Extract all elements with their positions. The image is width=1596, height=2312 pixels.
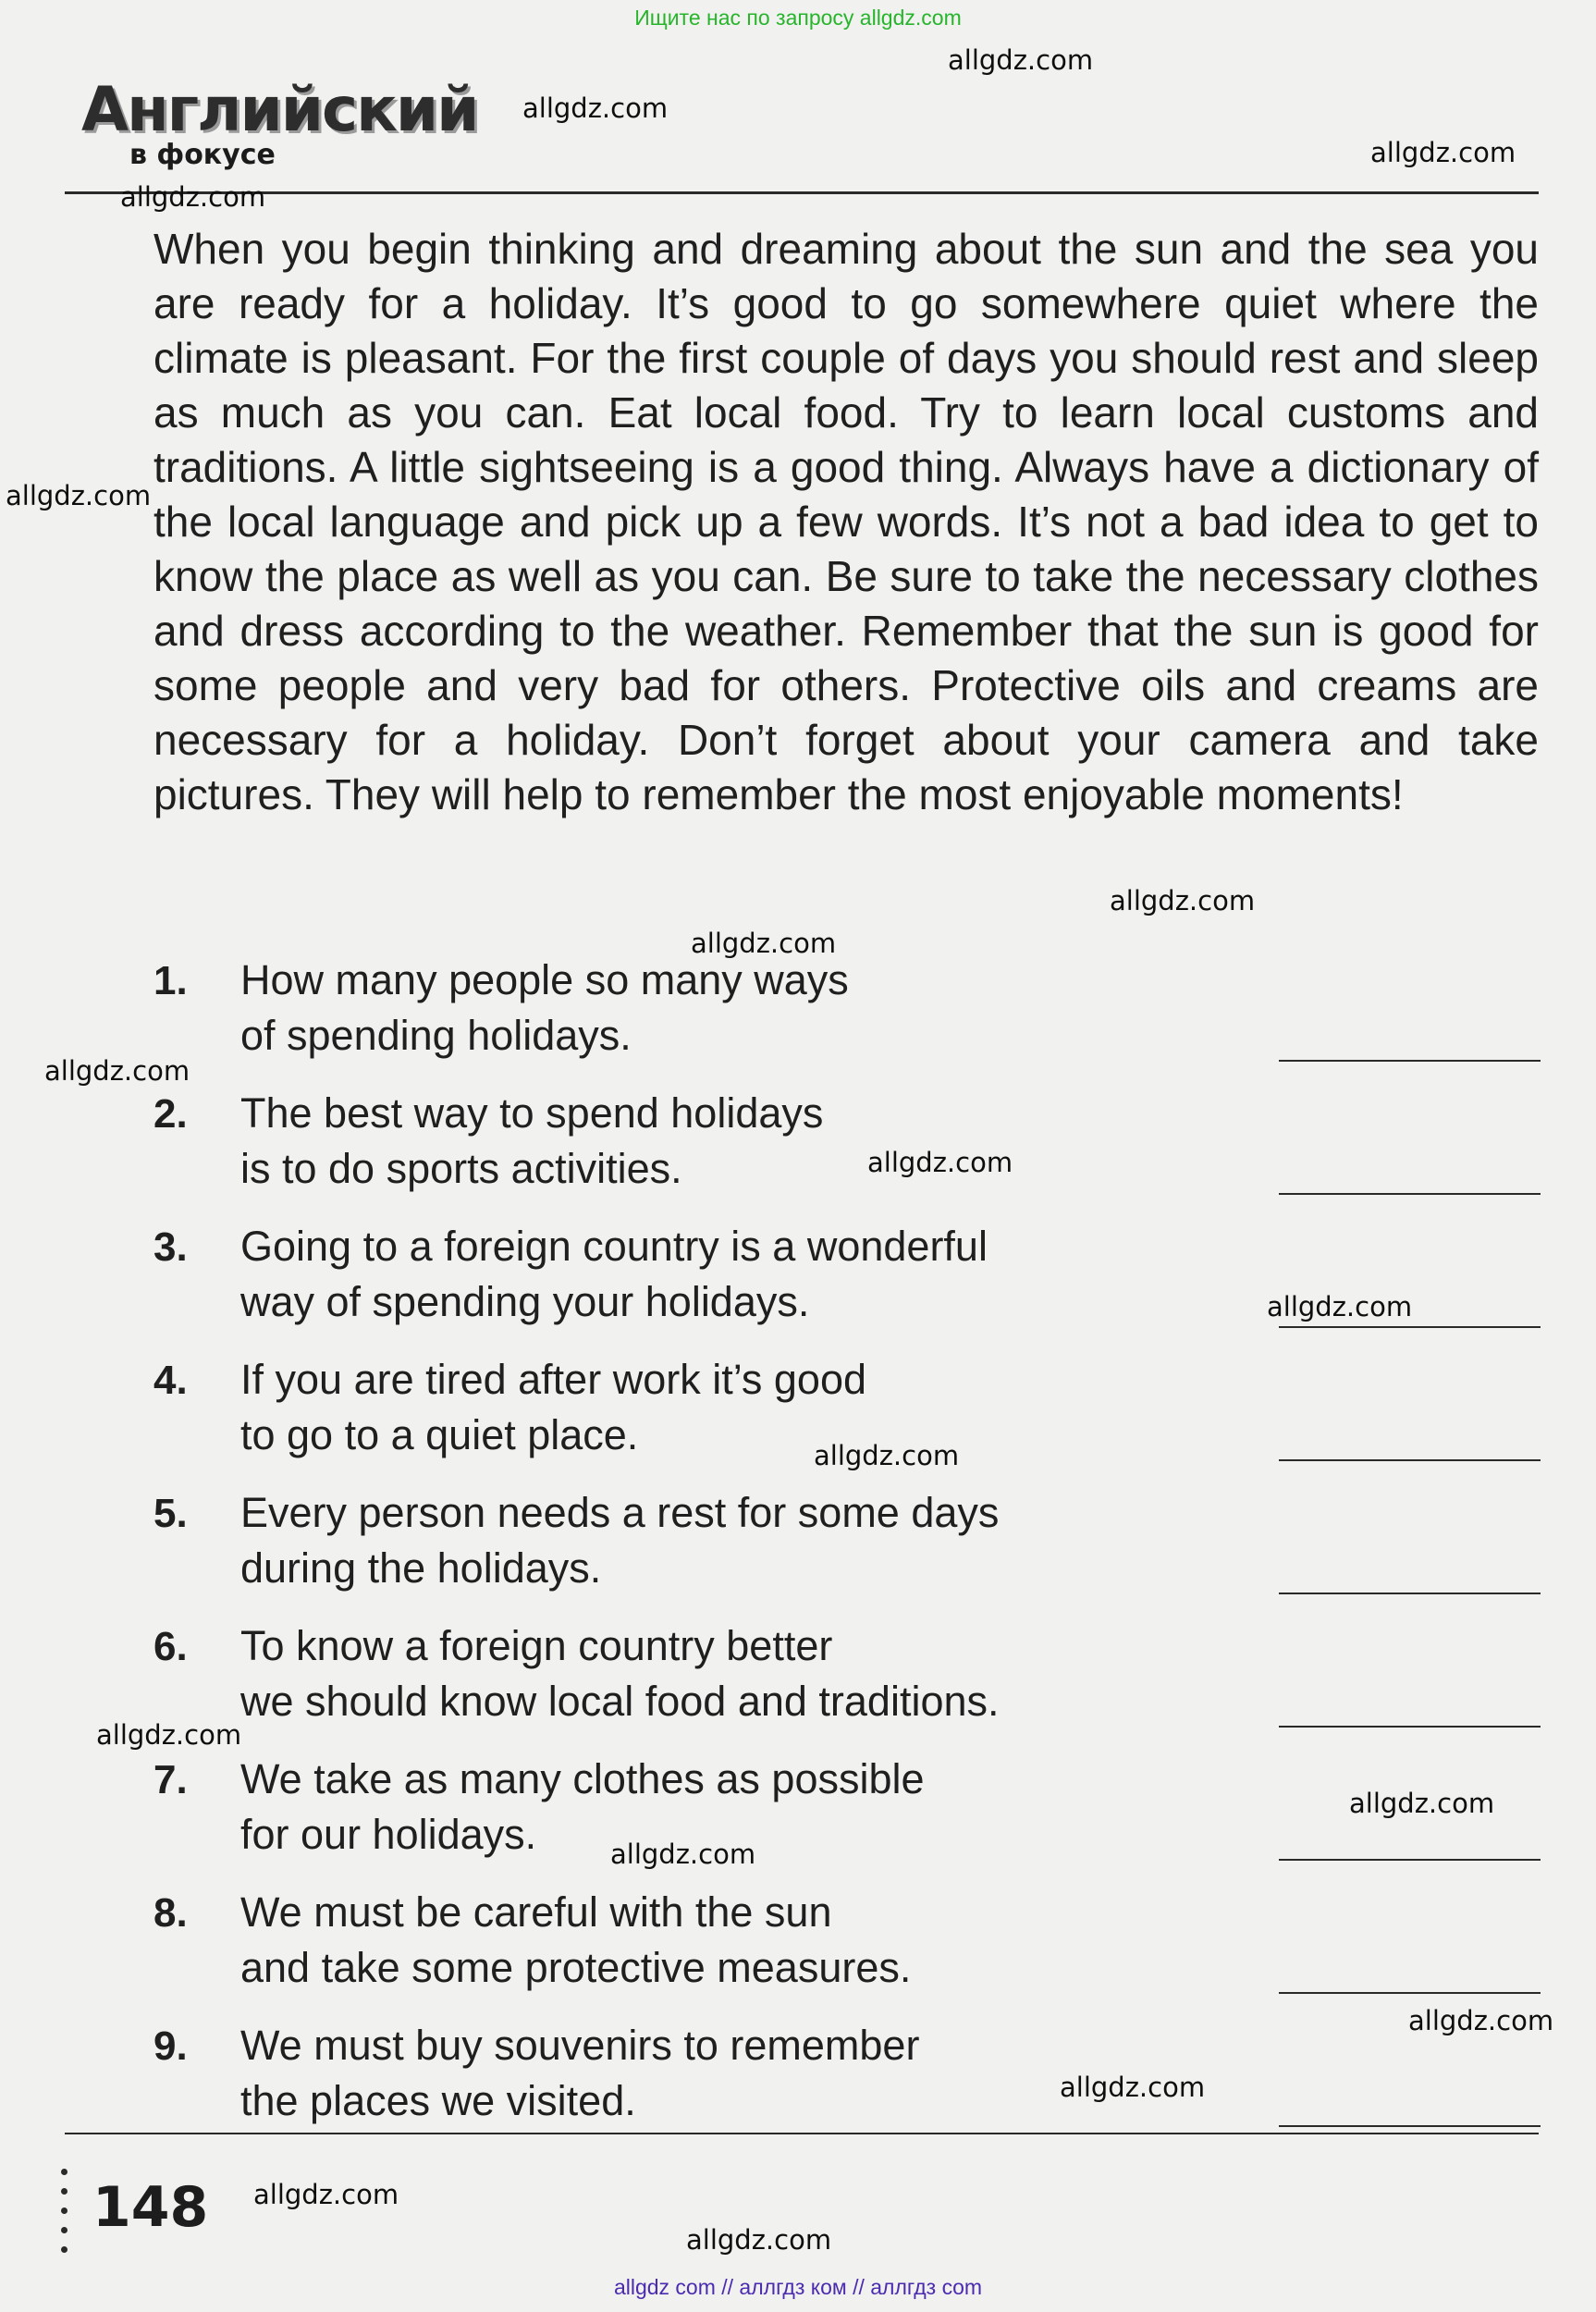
watermark: allgdz.com [120,181,266,213]
answer-line[interactable] [1279,2125,1541,2127]
answer-line[interactable] [1279,1060,1541,1062]
item-number: 2. [153,1091,188,1137]
watermark: allgdz.com [44,1055,190,1087]
item-text: We must buy souvenirs to remember the places we visited. [240,2022,920,2124]
watermark: allgdz.com [867,1147,1013,1178]
item-text: The best way to spend holidays is to do sports activities. [240,1089,824,1192]
header-rule [65,191,1539,194]
watermark: allgdz.com [96,1719,242,1751]
watermark: allgdz.com [814,1440,960,1471]
watermark: allgdz.com [1408,2005,1554,2036]
item-number: 8. [153,1890,188,1936]
watermark: allgdz.com [1060,2072,1206,2103]
item-number: 5. [153,1491,188,1536]
item-number: 9. [153,2023,188,2069]
answer-line[interactable] [1279,1326,1541,1328]
item-text: To know a foreign country better we should know local food and traditions. [240,1622,1000,1725]
item-number: 6. [153,1624,188,1669]
watermark: allgdz.com [1349,1788,1495,1819]
watermark: allgdz.com [6,480,152,511]
list-item [153,1618,1541,1752]
list-item [153,1752,1541,1885]
item-text: If you are tired after work it’s good to go to a quiet place. [240,1356,866,1458]
item-number: 4. [153,1358,188,1403]
page-number: 148 [92,2175,209,2240]
list-item [153,1885,1541,2018]
item-number: 1. [153,958,188,1003]
list-item [153,1086,1541,1219]
list-item [153,2018,1541,2151]
list-item [153,1219,1541,1352]
watermark: allgdz.com [1370,137,1516,168]
watermark: allgdz.com [253,2179,399,2210]
watermark: allgdz.com [1267,1291,1413,1322]
answer-line[interactable] [1279,1992,1541,1994]
answer-line[interactable] [1279,1459,1541,1461]
item-text: Going to a foreign country is a wonderful way of spending your holidays. [240,1223,988,1325]
footer-note: allgdz com // аллгдз ком // аллгдз com [613,2275,983,2299]
page-edge-dots [61,2169,68,2266]
top-search-note: Ищите нас по запросу allgdz.com [634,6,962,30]
logo-subtitle: в фокусе [129,139,276,171]
answer-line[interactable] [1279,1193,1541,1195]
item-text: Every person needs a rest for some days during the holidays. [240,1489,1000,1592]
list-item [153,953,1541,1086]
book-logo [81,74,478,171]
list-item [153,1485,1541,1618]
watermark: allgdz.com [686,2224,832,2256]
item-text: How many people so many ways of spending holidays. [240,956,849,1059]
watermark: allgdz.com [610,1839,756,1870]
reading-passage: When you begin thinking and dreaming about the sun and the sea you are ready for a holiday. It’s good to go somewhere quiet where the climate is pleasant. For the first couple of days you should rest and sleep as much as you can. Eat local food. Try to learn local customs and traditions. A little sightseeing is a good thing. Always have a dictionary of the local language and pick up a few words. It’s not a bad idea to get to know the place as well as you can. Be sure to take the necessary clothes and dress according to the weather. Remember that the sun is good for some people and very bad for others. Protective oils and creams are necessary for a holiday. Don’t forget about your camera and take pictures. They will help to remember the most enjoyable moments! [153,225,1539,818]
item-number: 3. [153,1224,188,1270]
answer-line[interactable] [1279,1726,1541,1728]
footer-rule [65,2133,1539,2134]
item-text: We take as many clothes as possible for our holidays. [240,1755,925,1858]
answer-line[interactable] [1279,1593,1541,1594]
item-text: We must be careful with the sun and take some protective measures. [240,1888,912,1991]
logo-title: Английский [81,74,478,145]
item-number: 7. [153,1757,188,1802]
watermark: allgdz.com [948,44,1094,76]
answer-line[interactable] [1279,1859,1541,1861]
watermark: allgdz.com [1110,885,1256,916]
watermark: allgdz.com [522,92,669,124]
list-item [153,1352,1541,1485]
statements-list [153,953,1541,2151]
watermark: allgdz.com [691,928,837,959]
